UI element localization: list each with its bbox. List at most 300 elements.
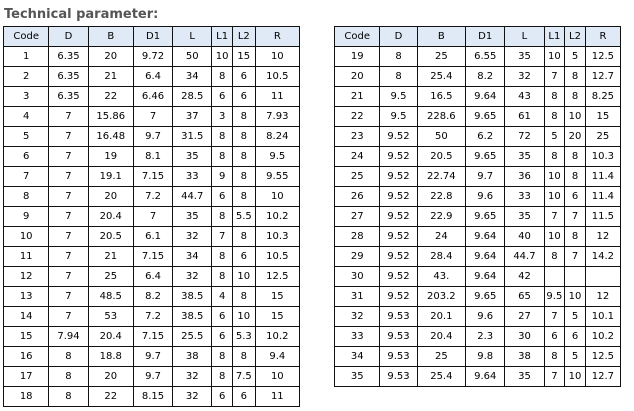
cell-d: 9.52: [380, 287, 417, 307]
cell-b: 20.5: [417, 147, 466, 167]
table-row: [335, 287, 621, 307]
cell-d: 7: [49, 267, 88, 287]
table-row: [335, 187, 621, 207]
cell-l1: 10: [544, 187, 565, 207]
cell-b: 24: [417, 227, 466, 247]
cell-l2: 10: [232, 267, 255, 287]
cell-code: 3: [4, 87, 49, 107]
cell-l1: 9: [212, 167, 233, 187]
cell-r: 10: [255, 367, 299, 387]
cell-l2: 8: [232, 147, 255, 167]
cell-l: 31.5: [173, 127, 212, 147]
cell-d: 9.53: [380, 347, 417, 367]
cell-l1: 8: [212, 347, 233, 367]
cell-r: 9.5: [255, 147, 299, 167]
cell-l1: 7: [544, 67, 565, 87]
cell-b: 203.2: [417, 287, 466, 307]
cell-l: 38.5: [173, 307, 212, 327]
table-row: [335, 107, 621, 127]
cell-l: 28.5: [173, 87, 212, 107]
table-row: [335, 327, 621, 347]
column-header-l: L: [505, 27, 544, 47]
table-row: [4, 347, 300, 367]
cell-l2: 8: [565, 227, 586, 247]
cell-d1: 9.6: [466, 307, 505, 327]
cell-d1: 9.7: [133, 367, 172, 387]
cell-code: 11: [4, 247, 49, 267]
table-row: [4, 87, 300, 107]
cell-l2: 8: [565, 147, 586, 167]
cell-r: 11.5: [585, 207, 620, 227]
cell-l1: 8: [544, 107, 565, 127]
cell-b: 25.4: [417, 67, 466, 87]
cell-d1: 6.46: [133, 87, 172, 107]
cell-l2: 7: [565, 207, 586, 227]
cell-l: 35: [505, 367, 544, 387]
cell-b: 25: [417, 347, 466, 367]
column-header-code: Code: [335, 27, 380, 47]
cell-l: 32: [505, 67, 544, 87]
column-header-b: B: [417, 27, 466, 47]
cell-l1: 5: [544, 127, 565, 147]
cell-code: 7: [4, 167, 49, 187]
cell-code: 27: [335, 207, 380, 227]
cell-d: 8: [49, 347, 88, 367]
cell-d: 9.5: [380, 87, 417, 107]
cell-l1: 10: [544, 167, 565, 187]
cell-l2: 6: [232, 87, 255, 107]
cell-code: 6: [4, 147, 49, 167]
cell-d1: 9.65: [466, 107, 505, 127]
cell-d: 7: [49, 227, 88, 247]
cell-r: 8.25: [585, 87, 620, 107]
cell-d1: 2.3: [466, 327, 505, 347]
cell-b: 50: [417, 127, 466, 147]
cell-d: 7: [49, 187, 88, 207]
cell-l1: 6: [212, 387, 233, 407]
cell-l: 35: [505, 207, 544, 227]
column-header-d: D: [380, 27, 417, 47]
column-header-l1: L1: [544, 27, 565, 47]
cell-b: 20.4: [417, 327, 466, 347]
cell-l: 42: [505, 267, 544, 287]
cell-d1: 9.64: [466, 267, 505, 287]
cell-d1: 9.7: [133, 127, 172, 147]
cell-l1: 8: [212, 267, 233, 287]
cell-r: 10.5: [255, 247, 299, 267]
cell-d: 9.5: [380, 107, 417, 127]
cell-l1: 7: [212, 227, 233, 247]
cell-d: 7.94: [49, 327, 88, 347]
cell-code: 30: [335, 267, 380, 287]
cell-code: 2: [4, 67, 49, 87]
cell-l1: 8: [212, 367, 233, 387]
cell-r: 11: [255, 387, 299, 407]
cell-l2: 20: [565, 127, 586, 147]
cell-d1: 6.4: [133, 67, 172, 87]
cell-d1: 9.64: [466, 87, 505, 107]
cell-r: 9.4: [255, 347, 299, 367]
cell-b: 20: [88, 367, 133, 387]
cell-l2: 10: [565, 287, 586, 307]
cell-l: 36: [505, 167, 544, 187]
cell-code: 15: [4, 327, 49, 347]
cell-d: 7: [49, 207, 88, 227]
cell-d1: 8.2: [466, 67, 505, 87]
cell-l2: 6: [565, 187, 586, 207]
cell-b: 18.8: [88, 347, 133, 367]
cell-b: 25.4: [417, 367, 466, 387]
cell-r: 10.2: [585, 327, 620, 347]
cell-d1: 9.64: [466, 227, 505, 247]
cell-l1: 8: [212, 207, 233, 227]
cell-r: [585, 267, 620, 287]
cell-b: 21: [88, 247, 133, 267]
cell-d1: 9.7: [466, 167, 505, 187]
cell-b: 53: [88, 307, 133, 327]
table-row: [4, 47, 300, 67]
table-row: [335, 247, 621, 267]
cell-code: 22: [335, 107, 380, 127]
cell-l1: 8: [544, 347, 565, 367]
cell-l1: 6: [544, 327, 565, 347]
table-row: [4, 267, 300, 287]
table-row: [4, 187, 300, 207]
cell-l: 40: [505, 227, 544, 247]
cell-code: 34: [335, 347, 380, 367]
cell-d1: 7.15: [133, 327, 172, 347]
cell-b: 20.4: [88, 207, 133, 227]
parameter-table-left: [3, 26, 300, 407]
cell-d: 9.52: [380, 247, 417, 267]
cell-code: 1: [4, 47, 49, 67]
cell-d1: 7: [133, 207, 172, 227]
cell-l: 35: [173, 207, 212, 227]
cell-d: 7: [49, 147, 88, 167]
cell-b: 21: [88, 67, 133, 87]
column-header-l2: L2: [565, 27, 586, 47]
cell-r: 12.5: [585, 347, 620, 367]
cell-l2: 7.5: [232, 367, 255, 387]
cell-d1: 9.6: [466, 187, 505, 207]
cell-l2: 10: [232, 307, 255, 327]
cell-r: 11.4: [585, 167, 620, 187]
cell-d: 8: [380, 67, 417, 87]
column-header-d: D: [49, 27, 88, 47]
cell-d: 7: [49, 127, 88, 147]
cell-d: 7: [49, 107, 88, 127]
cell-code: 35: [335, 367, 380, 387]
cell-l2: 8: [565, 167, 586, 187]
cell-l2: 5.3: [232, 327, 255, 347]
column-header-l1: L1: [212, 27, 233, 47]
cell-d1: 6.55: [466, 47, 505, 67]
cell-d1: 9.7: [133, 347, 172, 367]
cell-r: 12.7: [585, 67, 620, 87]
cell-l: 61: [505, 107, 544, 127]
cell-code: 31: [335, 287, 380, 307]
column-header-l: L: [173, 27, 212, 47]
cell-code: 16: [4, 347, 49, 367]
cell-d: 9.52: [380, 167, 417, 187]
cell-b: 20: [88, 187, 133, 207]
cell-l1: 7: [544, 207, 565, 227]
cell-l2: 5.5: [232, 207, 255, 227]
cell-b: 22.74: [417, 167, 466, 187]
cell-l2: 6: [232, 387, 255, 407]
cell-l: 32: [173, 367, 212, 387]
cell-d1: 7: [133, 107, 172, 127]
cell-code: 12: [4, 267, 49, 287]
cell-d1: 9.65: [466, 147, 505, 167]
cell-r: 7.93: [255, 107, 299, 127]
cell-r: 15: [255, 287, 299, 307]
cell-code: 18: [4, 387, 49, 407]
cell-l2: 10: [565, 367, 586, 387]
parameter-table-right: [334, 26, 621, 387]
cell-b: 16.5: [417, 87, 466, 107]
cell-code: 9: [4, 207, 49, 227]
cell-b: 22: [88, 387, 133, 407]
cell-d1: 9.72: [133, 47, 172, 67]
cell-l2: 5: [565, 347, 586, 367]
cell-l1: 8: [212, 147, 233, 167]
cell-l2: 6: [565, 327, 586, 347]
cell-l: 25.5: [173, 327, 212, 347]
cell-d: 9.52: [380, 187, 417, 207]
cell-l: 44.7: [173, 187, 212, 207]
cell-l1: 4: [212, 287, 233, 307]
table-row: [335, 67, 621, 87]
cell-code: 4: [4, 107, 49, 127]
cell-l: 33: [173, 167, 212, 187]
cell-b: 28.4: [417, 247, 466, 267]
cell-r: 15: [585, 107, 620, 127]
cell-code: 19: [335, 47, 380, 67]
cell-r: 10.5: [255, 67, 299, 87]
cell-l: 35: [505, 47, 544, 67]
cell-l2: 8: [232, 107, 255, 127]
cell-code: 24: [335, 147, 380, 167]
cell-d1: 6.1: [133, 227, 172, 247]
table-row: [335, 347, 621, 367]
cell-l1: 10: [544, 47, 565, 67]
cell-b: 22.8: [417, 187, 466, 207]
cell-r: 8.24: [255, 127, 299, 147]
cell-d: 7: [49, 167, 88, 187]
table-row: [4, 67, 300, 87]
cell-code: 23: [335, 127, 380, 147]
cell-b: 48.5: [88, 287, 133, 307]
cell-l: 38.5: [173, 287, 212, 307]
cell-l1: 7: [544, 367, 565, 387]
table-row: [335, 47, 621, 67]
cell-code: 17: [4, 367, 49, 387]
cell-r: 10.1: [585, 307, 620, 327]
cell-d: 9.52: [380, 147, 417, 167]
cell-l1: 8: [212, 127, 233, 147]
cell-l: 32: [173, 267, 212, 287]
column-header-d1: D1: [466, 27, 505, 47]
cell-b: 25: [417, 47, 466, 67]
cell-d1: 8.2: [133, 287, 172, 307]
cell-d1: 8.15: [133, 387, 172, 407]
cell-r: 12: [585, 227, 620, 247]
table-row: [335, 167, 621, 187]
table-row: [4, 227, 300, 247]
cell-l1: 6: [212, 87, 233, 107]
cell-l: 27: [505, 307, 544, 327]
cell-l1: 6: [212, 307, 233, 327]
table-row: [4, 127, 300, 147]
cell-d1: 8.1: [133, 147, 172, 167]
cell-r: 10.3: [255, 227, 299, 247]
cell-d: 7: [49, 287, 88, 307]
cell-code: 21: [335, 87, 380, 107]
cell-d: 6.35: [49, 87, 88, 107]
cell-l: 30: [505, 327, 544, 347]
cell-d: 9.53: [380, 327, 417, 347]
cell-l: 37: [173, 107, 212, 127]
table-header-row: [4, 27, 300, 47]
cell-l2: 8: [232, 187, 255, 207]
table-row: [4, 207, 300, 227]
cell-d1: 7.2: [133, 187, 172, 207]
cell-l2: 8: [232, 287, 255, 307]
cell-l1: 3: [212, 107, 233, 127]
table-row: [4, 287, 300, 307]
cell-l2: 8: [565, 87, 586, 107]
cell-code: 28: [335, 227, 380, 247]
cell-code: 29: [335, 247, 380, 267]
cell-b: 22.9: [417, 207, 466, 227]
cell-r: 9.55: [255, 167, 299, 187]
table-row: [4, 247, 300, 267]
cell-code: 13: [4, 287, 49, 307]
cell-r: 11: [255, 87, 299, 107]
table-row: [335, 307, 621, 327]
cell-code: 26: [335, 187, 380, 207]
cell-r: 10.2: [255, 207, 299, 227]
cell-l: 35: [505, 147, 544, 167]
cell-r: 12.5: [255, 267, 299, 287]
cell-l: 33: [505, 187, 544, 207]
cell-d: 8: [49, 367, 88, 387]
cell-d: 7: [49, 247, 88, 267]
cell-b: 15.86: [88, 107, 133, 127]
cell-l1: 6: [212, 327, 233, 347]
cell-l1: 10: [544, 227, 565, 247]
cell-r: 10: [255, 187, 299, 207]
cell-code: 8: [4, 187, 49, 207]
column-header-r: R: [585, 27, 620, 47]
page-title: Technical parameter:: [4, 7, 159, 22]
cell-l2: 5: [565, 307, 586, 327]
cell-l1: 8: [544, 147, 565, 167]
cell-d1: 7.2: [133, 307, 172, 327]
cell-l: 32: [173, 387, 212, 407]
cell-d1: 6.2: [466, 127, 505, 147]
table-row: [4, 107, 300, 127]
cell-l2: 8: [565, 67, 586, 87]
cell-code: 14: [4, 307, 49, 327]
cell-l: 34: [173, 67, 212, 87]
cell-l: 38: [505, 347, 544, 367]
column-header-code: Code: [4, 27, 49, 47]
cell-code: 33: [335, 327, 380, 347]
cell-r: 11.4: [585, 187, 620, 207]
cell-r: 12: [585, 287, 620, 307]
cell-l2: 6: [232, 67, 255, 87]
cell-b: 22: [88, 87, 133, 107]
table-row: [4, 147, 300, 167]
table-row: [4, 367, 300, 387]
cell-l2: 8: [232, 227, 255, 247]
table-row: [4, 327, 300, 347]
cell-l1: [544, 267, 565, 287]
cell-l1: 8: [212, 67, 233, 87]
cell-l1: 8: [212, 247, 233, 267]
cell-r: 10.3: [585, 147, 620, 167]
cell-code: 20: [335, 67, 380, 87]
cell-r: 10.2: [255, 327, 299, 347]
cell-d1: 7.15: [133, 247, 172, 267]
cell-l1: 6: [212, 187, 233, 207]
table-row: [335, 267, 621, 287]
cell-d: 9.53: [380, 367, 417, 387]
cell-d: 6.35: [49, 67, 88, 87]
cell-l: 72: [505, 127, 544, 147]
cell-d: 9.53: [380, 307, 417, 327]
cell-b: 16.48: [88, 127, 133, 147]
cell-l1: 8: [544, 247, 565, 267]
cell-code: 5: [4, 127, 49, 147]
cell-d: 6.35: [49, 47, 88, 67]
table-row: [335, 227, 621, 247]
table-row: [335, 367, 621, 387]
table-row: [335, 147, 621, 167]
cell-d1: 9.64: [466, 247, 505, 267]
cell-d1: 6.4: [133, 267, 172, 287]
cell-l1: 10: [212, 47, 233, 67]
cell-l1: 8: [544, 87, 565, 107]
cell-l1: 7: [544, 307, 565, 327]
cell-code: 25: [335, 167, 380, 187]
table-row: [335, 207, 621, 227]
cell-code: 10: [4, 227, 49, 247]
cell-d: 9.52: [380, 267, 417, 287]
cell-d: 9.52: [380, 207, 417, 227]
cell-d: 8: [380, 47, 417, 67]
cell-d: 9.52: [380, 227, 417, 247]
cell-l2: 8: [232, 347, 255, 367]
cell-l2: 10: [565, 107, 586, 127]
column-header-l2: L2: [232, 27, 255, 47]
cell-r: 14.2: [585, 247, 620, 267]
table-row: [335, 127, 621, 147]
cell-d1: 9.65: [466, 207, 505, 227]
cell-l1: 9.5: [544, 287, 565, 307]
cell-l2: 6: [232, 247, 255, 267]
cell-l2: 15: [232, 47, 255, 67]
column-header-b: B: [88, 27, 133, 47]
cell-l: 50: [173, 47, 212, 67]
table-row: [4, 307, 300, 327]
table-row: [4, 387, 300, 407]
cell-r: 10: [255, 47, 299, 67]
cell-d: 8: [49, 387, 88, 407]
cell-b: 43.: [417, 267, 466, 287]
